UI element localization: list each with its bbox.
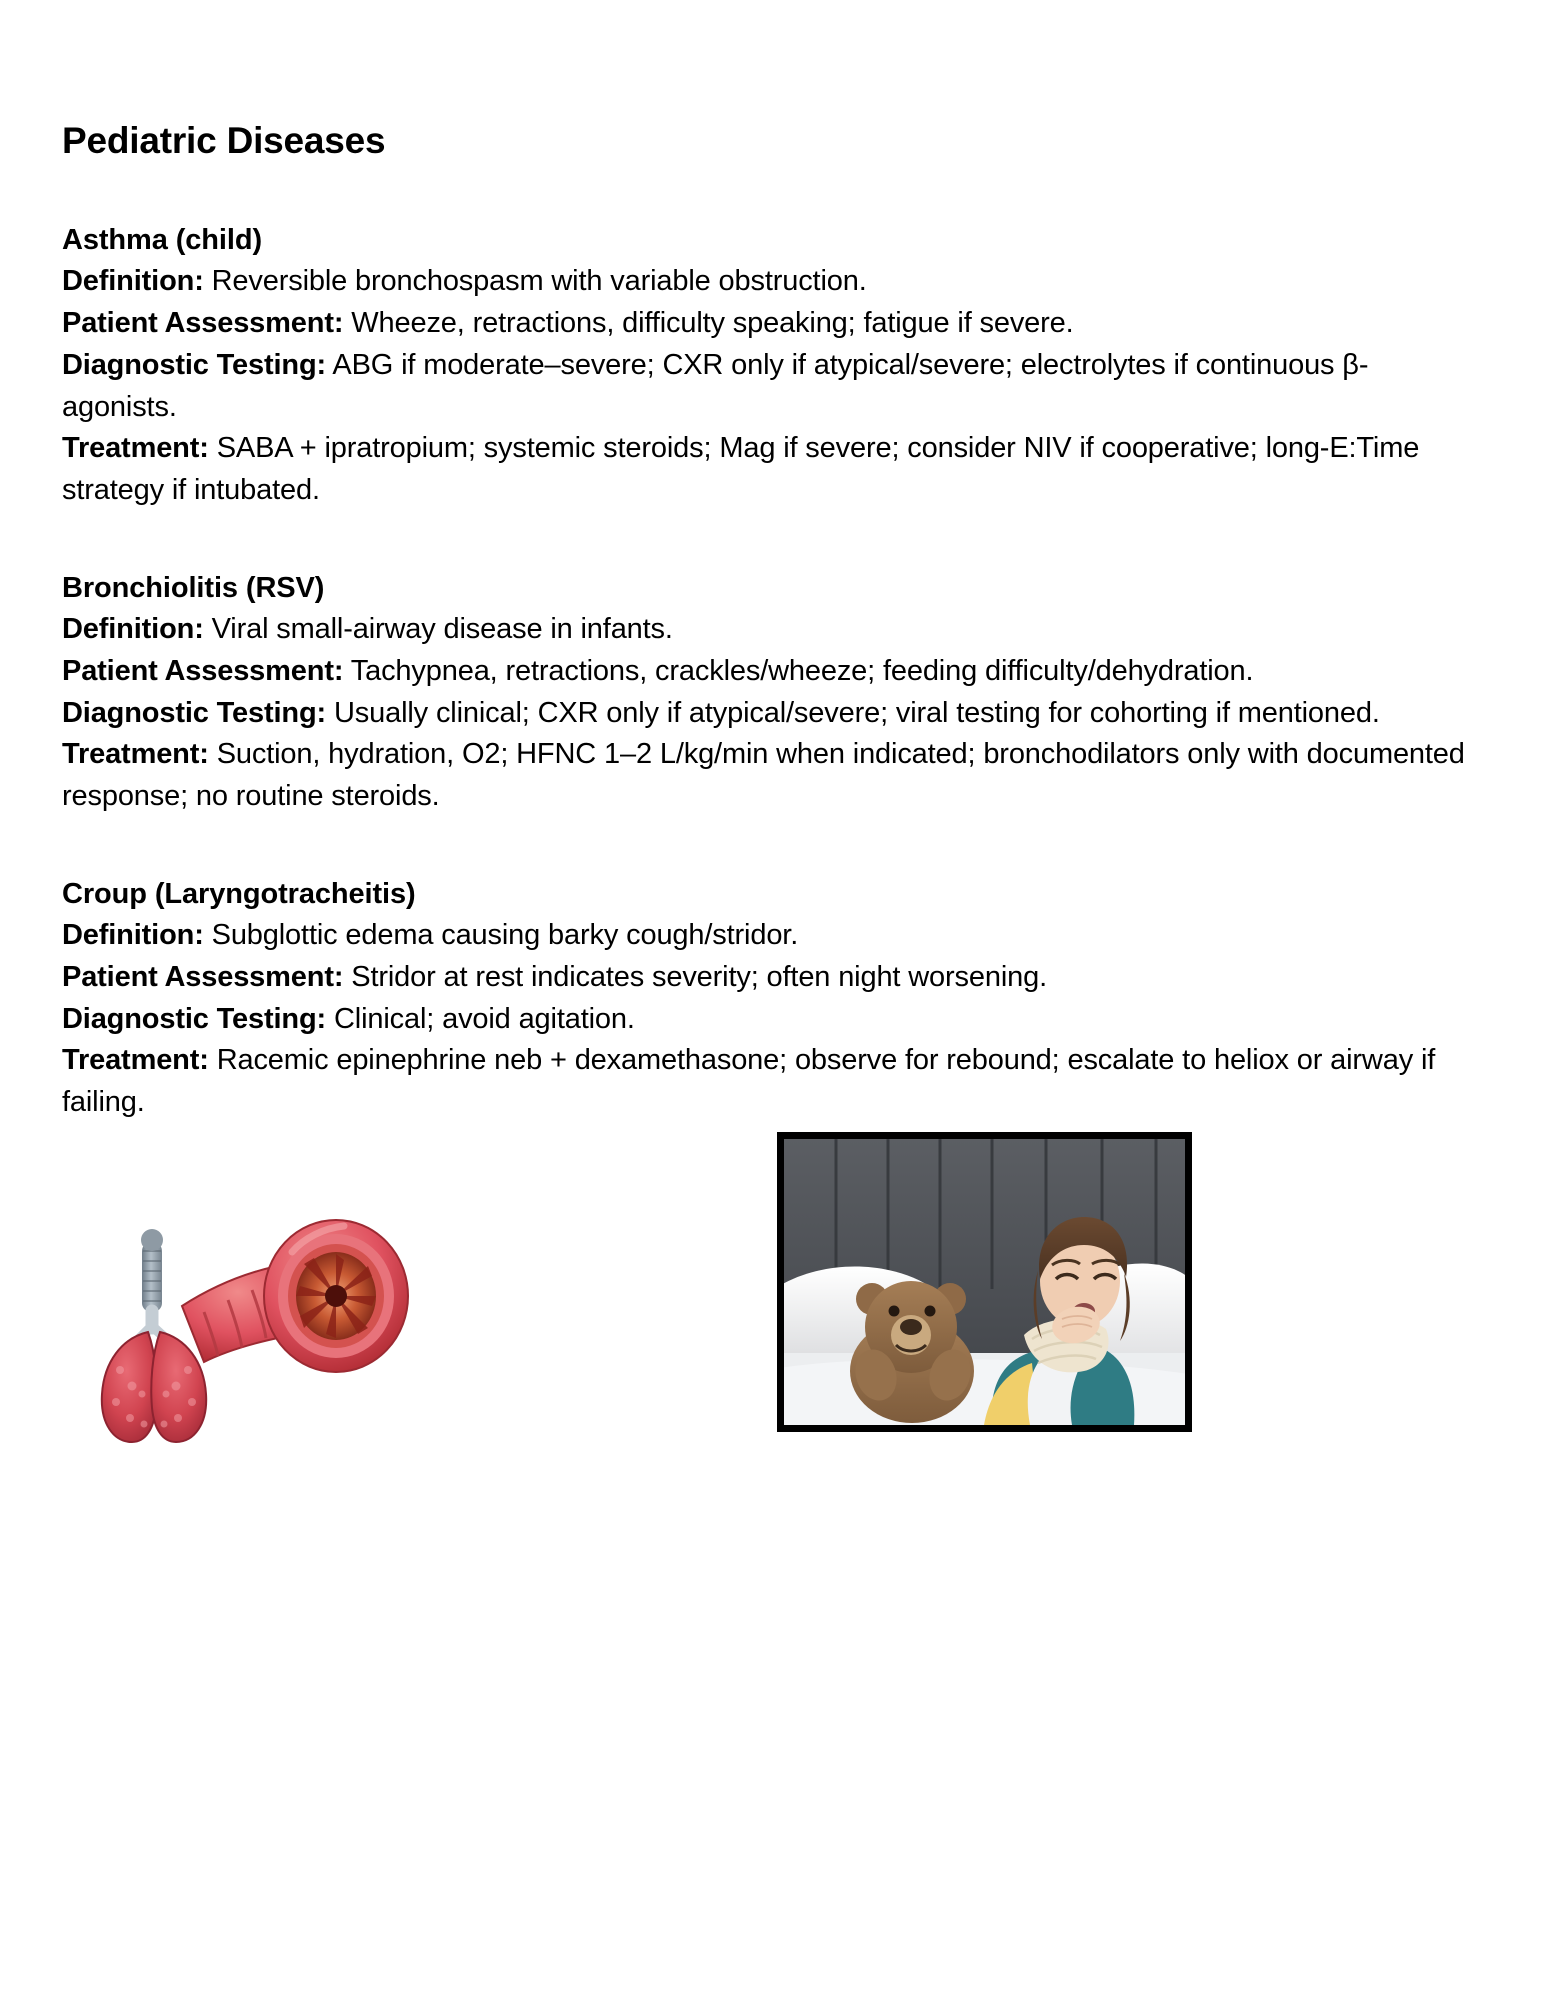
patient-assessment-entry: [62, 651, 1479, 693]
treatment-entry: [62, 1040, 1479, 1124]
diagnostic-testing-label: Diagnostic Testing:: [62, 696, 327, 729]
bronchus-cross-section-shape: [264, 1220, 408, 1372]
diagnostic-testing-label: Diagnostic Testing:: [62, 348, 327, 381]
patient-assessment-value: Stridor at rest indicates severity; often night worsening.: [351, 960, 1047, 993]
patient-assessment-value: Tachypnea, retractions, crackles/wheeze; feeding difficulty/dehydration.: [350, 654, 1254, 687]
section-heading: Asthma (child): [62, 224, 263, 257]
patient-assessment-entry: [62, 303, 1479, 345]
disease-section-croup: [62, 874, 1479, 1124]
treatment-label: Treatment:: [62, 1044, 209, 1077]
section-heading: Bronchiolitis (RSV): [62, 571, 325, 604]
disease-section-bronchiolitis: [62, 568, 1479, 818]
section-heading: Croup (Laryngotracheitis): [62, 877, 416, 910]
definition-label: Definition:: [62, 919, 204, 952]
treatment-entry: [62, 428, 1479, 512]
figure-row: [62, 1124, 1479, 1454]
definition-value: Reversible bronchospasm with variable obstruction.: [211, 265, 867, 298]
page-title: Pediatric Diseases: [62, 120, 386, 161]
patient-assessment-value: Wheeze, retractions, difficulty speaking; fatigue if severe.: [351, 307, 1074, 340]
treatment-value: Suction, hydration, O2; HFNC 1–2 L/kg/min when indicated; bronchodilators only with documented response; no routine steroids.: [62, 738, 1465, 813]
diagnostic-testing-value: ABG if moderate–severe; CXR only if atypical/severe; electrolytes if continuous β-agonists.: [62, 348, 1369, 423]
definition-value: Subglottic edema causing barky cough/stridor.: [211, 919, 799, 952]
lungs-bronchus-illustration: [86, 1156, 416, 1446]
disease-section-asthma: [62, 220, 1479, 512]
definition-entry: [62, 261, 1479, 303]
definition-entry: [62, 915, 1479, 957]
treatment-entry: [62, 734, 1479, 818]
diagnostic-testing-entry: [62, 693, 1479, 735]
diagnostic-testing-value: Clinical; avoid agitation.: [334, 1002, 635, 1035]
treatment-label: Treatment:: [62, 432, 209, 465]
definition-label: Definition:: [62, 265, 204, 298]
teddy-bear-shape: [849, 1281, 977, 1423]
trachea-shape: [141, 1229, 163, 1312]
patient-assessment-label: Patient Assessment:: [62, 654, 344, 687]
patient-assessment-label: Patient Assessment:: [62, 960, 344, 993]
diagnostic-testing-entry: [62, 999, 1479, 1041]
definition-label: Definition:: [62, 613, 204, 646]
treatment-label: Treatment:: [62, 738, 209, 771]
definition-value: Viral small-airway disease in infants.: [211, 613, 673, 646]
diagnostic-testing-entry: [62, 345, 1479, 429]
child-coughing-photo: [777, 1132, 1192, 1432]
treatment-value: Racemic epinephrine neb + dexamethasone; observe for rebound; escalate to heliox or airway if failing.: [62, 1044, 1436, 1119]
diagnostic-testing-label: Diagnostic Testing:: [62, 1002, 327, 1035]
patient-assessment-entry: [62, 957, 1479, 999]
patient-assessment-label: Patient Assessment:: [62, 307, 344, 340]
diagnostic-testing-value: Usually clinical; CXR only if atypical/severe; viral testing for cohorting if mentioned.: [334, 696, 1380, 729]
treatment-value: SABA + ipratropium; systemic steroids; Mag if severe; consider NIV if cooperative; long-E:Time strategy if intubated.: [62, 432, 1420, 507]
definition-entry: [62, 609, 1479, 651]
